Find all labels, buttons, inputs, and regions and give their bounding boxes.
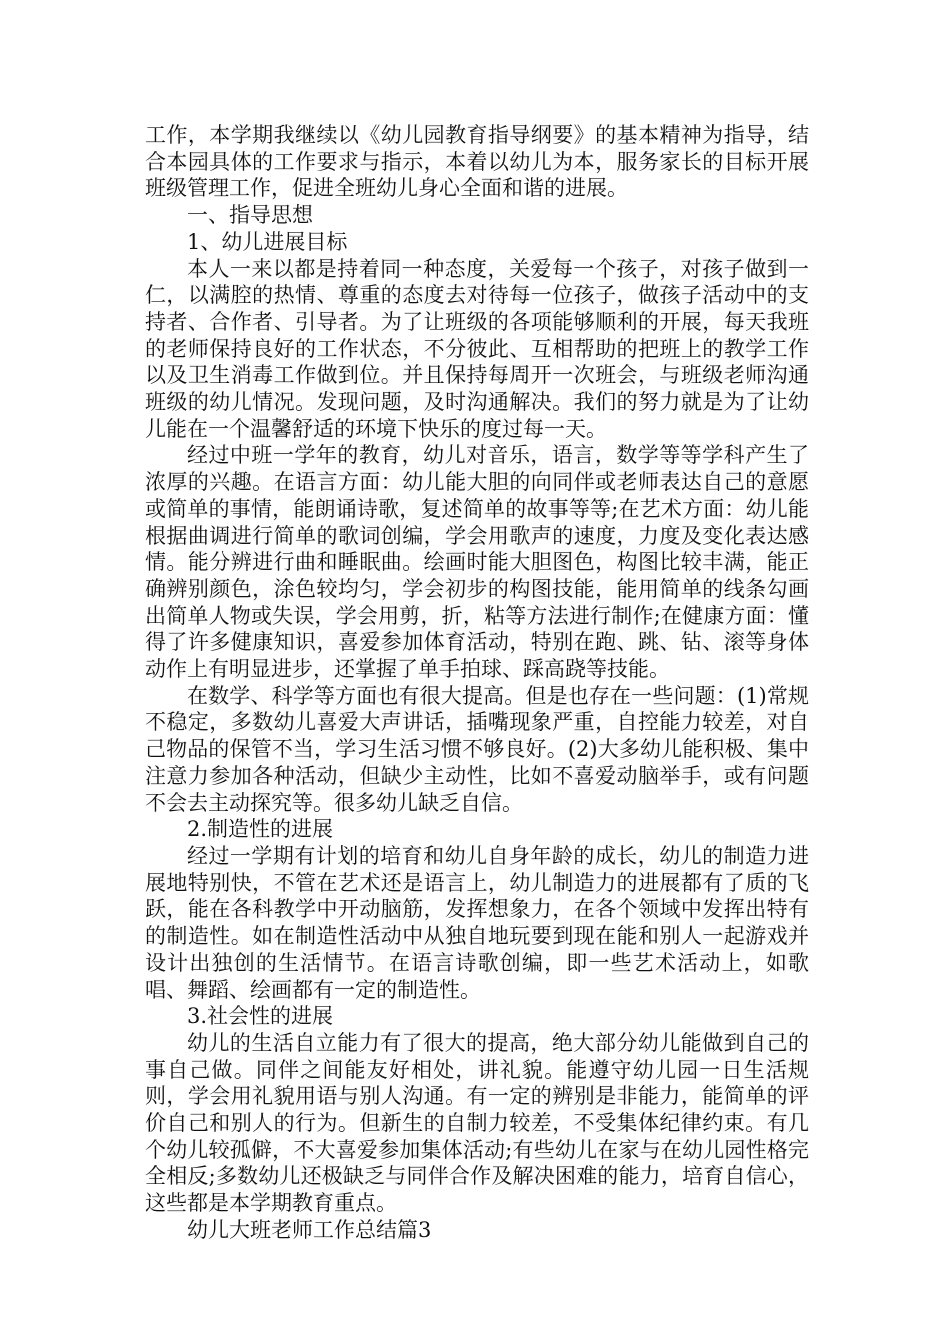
subsection-heading-creativity: 2.制造性的进展 bbox=[187, 817, 334, 842]
paragraph-education-progress: 经过中班一学年的教育，幼儿对音乐，语言，数学等等学科产生了浓厚的兴趣。在语言方面：幼儿能大胆的向同伴或老师表达自己的意愿或简单的事情，能朗诵诗歌，复述简单的故事等等;在艺术方面：幼儿能根据曲调进行简单的歌词创编，学会用歌声的速度，力度及变化表达感情。能分辨进行曲和睡眠曲。绘画时能大胆图色，构图比较丰满，能正确辨别颜色，涂色较均匀，学会初步的构图技能，能用简单的线条勾画出简单人物或失误，学会用剪，折，粘等方法进行制作;在健康方面：懂得了许多健康知识，喜爱参加体育活动，特别在跑、跳、钻、滚等身体动作上有明显进步，还掌握了单手拍球、踩高跷等技能。 bbox=[145, 443, 809, 682]
paragraph-problems: 在数学、科学等方面也有很大提高。但是也存在一些问题：(1)常规不稳定，多数幼儿喜爱大声讲话，插嘴现象严重，自控能力较差，对自己物品的保管不当，学习生活习惯不够良好。(2)大多幼儿能积极、集中注意力参加各种活动，但缺少主动性，比如不喜爱动脑举手，或有问题不会去主动探究等。很多幼儿缺乏自信。 bbox=[145, 683, 809, 815]
paragraph-creativity: 经过一学期有计划的培育和幼儿自身年龄的成长，幼儿的制造力进展地特别快，不管在艺术还是语言上，幼儿制造力的进展都有了质的飞跃，能在各科教学中开动脑筋，发挥想象力，在各个领域中发挥出特有的制造性。如在制造性活动中从独自地玩要到现在能和别人一起游戏并设计出独创的生活情节。在语言诗歌创编，即一些艺术活动上，如歌唱、舞蹈、绘画都有一定的制造性。 bbox=[145, 843, 809, 1002]
paragraph-intro: 工作，本学期我继续以《幼儿园教育指导纲要》的基本精神为指导，结合本园具体的工作要求与指示，本着以幼儿为本，服务家长的目标开展班级管理工作，促进全班幼儿身心全面和谐的进展。 bbox=[145, 123, 809, 201]
paragraph-social: 幼儿的生活自立能力有了很大的提高，绝大部分幼儿能做到自己的事自己做。同伴之间能友好相处，讲礼貌。能遵守幼儿园一日生活规则，学会用礼貌用语与别人沟通。有一定的辨别是非能力，能简单的评价自己和别人的行为。但新生的自制力较差，不受集体纪律约束。有几个幼儿较孤僻，不大喜爱参加集体活动;有些幼儿在家与在幼儿园性格完全相反;多数幼儿还极缺乏与同伴合作及解决困难的能力，培育自信心，这些都是本学期教育重点。 bbox=[145, 1030, 809, 1216]
next-article-title: 幼儿大班老师工作总结篇3 bbox=[187, 1217, 432, 1242]
section-heading-guiding-thought: 一、指导思想 bbox=[187, 203, 313, 228]
document-body bbox=[145, 122, 809, 1244]
subsection-heading-child-goals: 1、幼儿进展目标 bbox=[187, 229, 348, 254]
subsection-heading-social: 3.社会性的进展 bbox=[187, 1004, 334, 1029]
paragraph-attitude: 本人一来以都是持着同一种态度，关爱每一个孩子，对孩子做到一仁，以满腔的热情、尊重的态度去对待每一位孩子，做孩子活动中的支持者、合作者、引导者。为了让班级的各项能够顺利的开展，每天我班的老师保持良好的工作状态，不分彼此、互相帮助的把班上的教学工作以及卫生消毒工作做到位。并且保持每周开一次班会，与班级老师沟通班级的幼儿情况。发现问题，及时沟通解决。我们的努力就是为了让幼儿能在一个温馨舒适的环境下快乐的度过每一天。 bbox=[145, 256, 809, 441]
